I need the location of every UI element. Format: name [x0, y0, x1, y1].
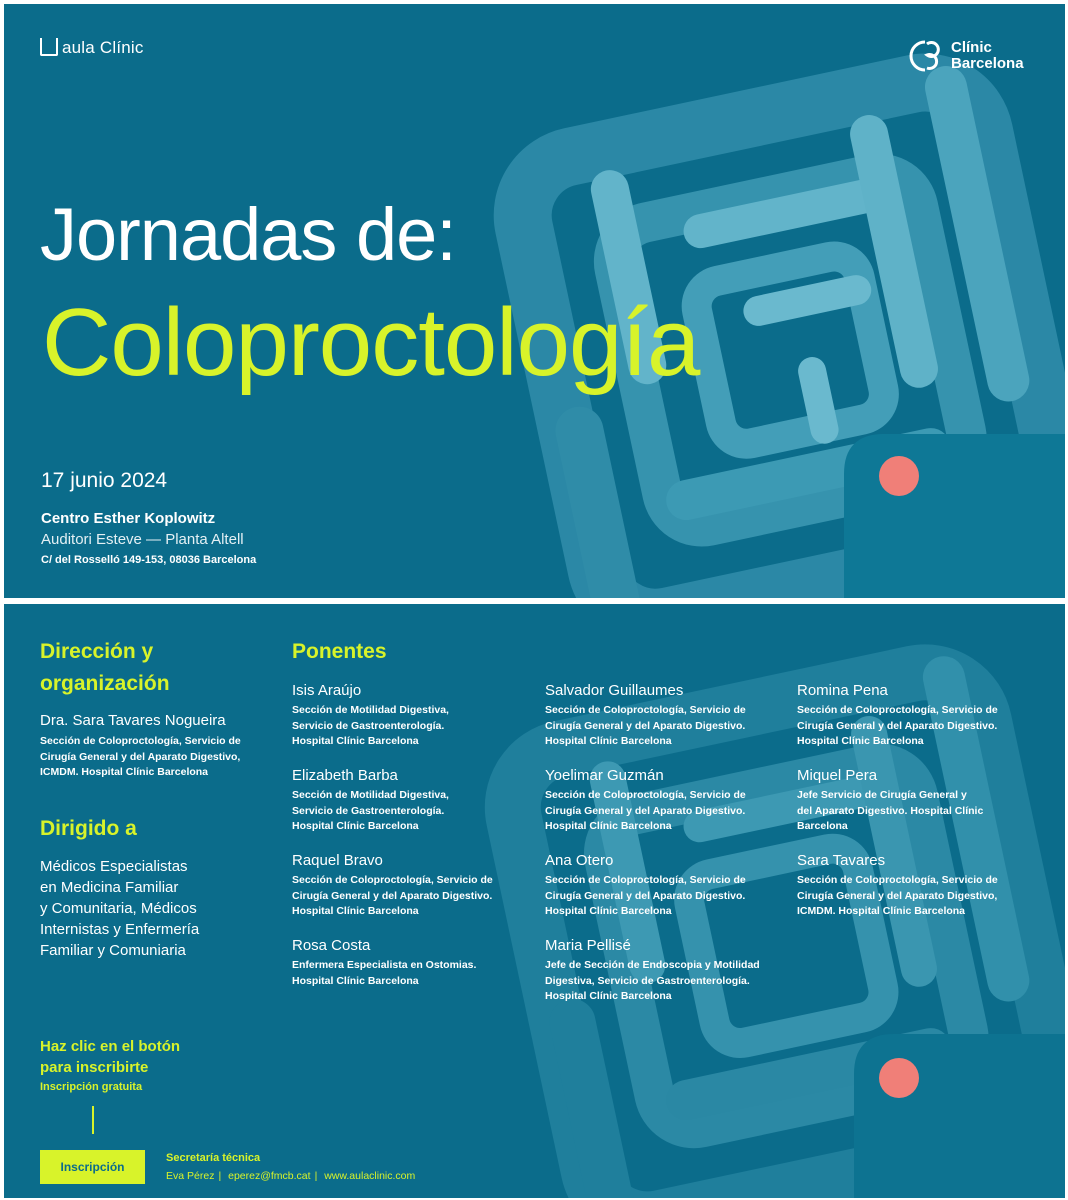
- clinic-logo-line1: Clínic: [951, 39, 992, 56]
- aula-logo-icon: [40, 38, 58, 56]
- speaker-affiliation: Jefe Servicio de Cirugía General y del Aparato Digestivo. Hospital Clínic Barcelona: [797, 789, 984, 832]
- speaker-affiliation: Sección de Coloproctología, Servicio de Cirugía General y del Aparato Digestivo. Hospital Clínic Barcelona: [545, 789, 746, 832]
- clinic-barcelona-logo: [909, 38, 1024, 74]
- speaker-name: Maria Pellisé: [545, 937, 631, 954]
- speaker-affiliation: Enfermera Especialista en Ostomias. Hospital Clínic Barcelona: [292, 959, 477, 987]
- speaker-card: [797, 852, 998, 920]
- audience-line: Médicos Especialistas: [40, 858, 188, 875]
- audience-heading: Dirigido a: [40, 817, 137, 840]
- speaker-card: [292, 852, 493, 920]
- speaker-affiliation: Sección de Coloproctología, Servicio de Cirugía General y del Aparato Digestivo. Hospital Clínic Barcelona: [545, 704, 746, 747]
- secretariat-name: Eva Pérez: [166, 1170, 215, 1182]
- speaker-name: Miquel Pera: [797, 767, 878, 784]
- speaker-affiliation: Sección de Coloproctología, Servicio de Cirugía General y del Aparato Digestivo. Hospital Clínic Barcelona: [292, 874, 493, 917]
- audience-line: y Comunitaria, Médicos: [40, 900, 197, 917]
- page-subtitle: Coloproctología: [42, 289, 700, 396]
- direction-heading-line1: Dirección y: [40, 640, 154, 663]
- speaker-card: [292, 937, 476, 989]
- aula-clinic-logo: [40, 38, 144, 58]
- speaker-card: [797, 682, 998, 750]
- speaker-affiliation: Sección de Coloproctología, Servicio de Cirugía General y del Aparato Digestivo. Hospital Clínic Barcelona: [797, 704, 998, 747]
- cta-line1: Haz clic en el botón: [40, 1038, 181, 1055]
- venue-address: C/ del Rosselló 149-153, 08036 Barcelona: [41, 554, 257, 566]
- speaker-card: [292, 682, 449, 750]
- speaker-affiliation: Sección de Coloproctología, Servicio de Cirugía General y del Aparato Digestivo. Hospital Clínic Barcelona: [545, 874, 746, 917]
- speaker-card: [545, 852, 746, 920]
- speaker-name: Isis Araújo: [292, 682, 362, 699]
- director-desc-line: ICMDM. Hospital Clínic Barcelona: [40, 766, 209, 778]
- audience-line: Internistas y Enfermería: [40, 921, 200, 938]
- hero-panel: [4, 4, 1065, 598]
- register-button[interactable]: Inscripción: [40, 1150, 145, 1184]
- program-panel: [4, 604, 1065, 1198]
- speaker-name: Ana Otero: [545, 852, 614, 869]
- coral-dot-bottom: [879, 1058, 919, 1098]
- audience-line: Familiar y Comuniaria: [40, 942, 186, 959]
- speaker-name: Rosa Costa: [292, 937, 371, 954]
- speaker-affiliation: Sección de Motilidad Digestiva, Servicio de Gastroenterología. Hospital Clínic Barcelona: [292, 789, 449, 832]
- audience-list: [40, 856, 199, 961]
- page-title: Jornadas de:: [40, 193, 456, 276]
- speaker-card: [797, 767, 983, 835]
- speaker-name: Yoelimar Guzmán: [545, 767, 664, 784]
- venue-name: Centro Esther Koplowitz: [41, 510, 216, 527]
- speaker-name: Elizabeth Barba: [292, 767, 398, 784]
- speaker-affiliation: Jefe de Sección de Endoscopia y Motilidad Digestiva, Servicio de Gastroenterología. Hospital Clínic Barcelona: [545, 959, 760, 1002]
- speaker-card: [545, 767, 746, 835]
- speaker-name: Romina Pena: [797, 682, 888, 699]
- director-description: [40, 734, 241, 781]
- speaker-affiliation: Sección de Coloproctología, Servicio de Cirugía General y del Aparato Digestivo, ICMDM. Hospital Clínic Barcelona: [797, 874, 998, 917]
- speaker-card: [292, 767, 449, 835]
- speaker-name: Sara Tavares: [797, 852, 886, 869]
- speaker-name: Salvador Guillaumes: [545, 682, 684, 699]
- director-desc-line: Sección de Coloproctología, Servicio de: [40, 735, 241, 747]
- speaker-card: [545, 682, 746, 750]
- speaker-card: [545, 937, 760, 1005]
- clinic-logo-line2: Barcelona: [951, 55, 1024, 72]
- clinic-barcelona-icon: [909, 38, 943, 74]
- speaker-affiliation: Sección de Motilidad Digestiva, Servicio de Gastroenterología. Hospital Clínic Barcelona: [292, 704, 449, 747]
- secretariat-website[interactable]: www.aulaclinic.com: [324, 1170, 416, 1182]
- event-date: 17 junio 2024: [41, 469, 168, 492]
- director-name: Dra. Sara Tavares Nogueira: [40, 712, 226, 729]
- coral-dot: [879, 456, 919, 496]
- direction-heading-line2: organización: [40, 672, 170, 695]
- audience-line: en Medicina Familiar: [40, 879, 179, 896]
- cta-line2: para inscribirte: [40, 1059, 149, 1076]
- speakers-heading: Ponentes: [292, 640, 387, 663]
- cta-note: Inscripción gratuita: [40, 1081, 143, 1093]
- secretariat-label: Secretaría técnica: [166, 1152, 261, 1164]
- venue-room: Auditori Esteve — Planta Altell: [41, 531, 244, 548]
- cta-divider: [92, 1106, 94, 1134]
- director-desc-line: Cirugía General y del Aparato Digestivo,: [40, 750, 241, 763]
- secretariat-email[interactable]: eperez@fmcb.cat: [228, 1170, 311, 1182]
- speaker-name: Raquel Bravo: [292, 852, 383, 869]
- aula-logo-text: aula Clínic: [62, 38, 144, 57]
- secretariat-contacts: Eva Pérez | eperez@fmcb.cat | www.aulaclinic.com: [166, 1170, 416, 1182]
